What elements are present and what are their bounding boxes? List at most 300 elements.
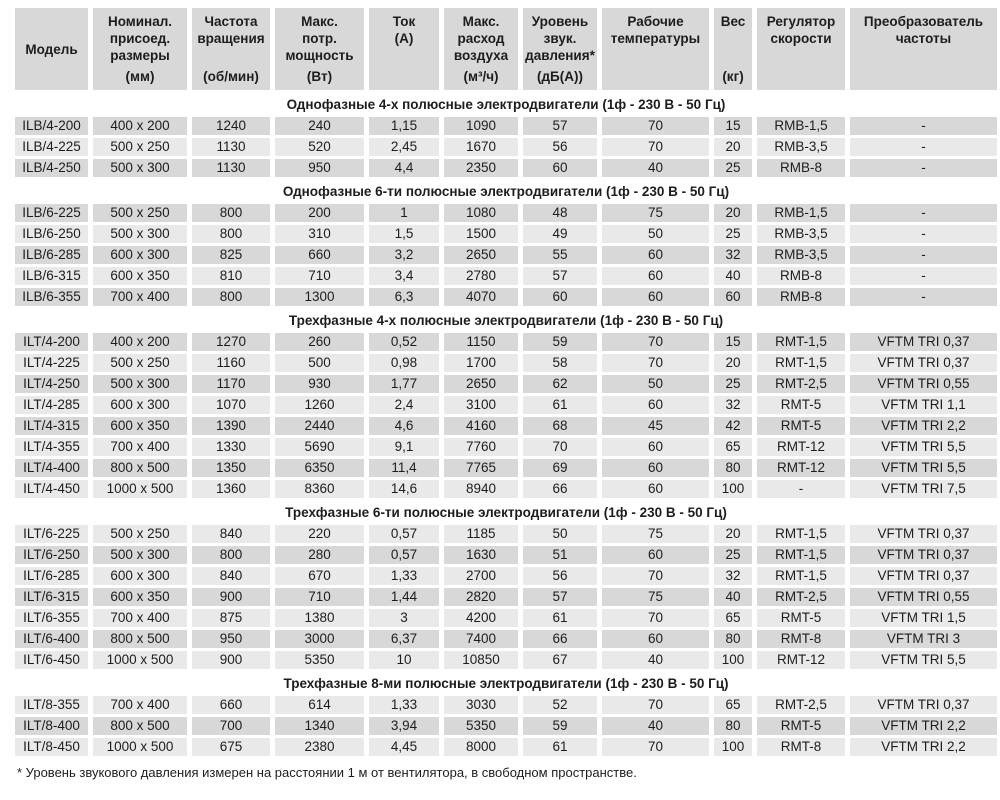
cell-power: 6350 <box>275 459 364 477</box>
cell-model: ILT/6-315 <box>15 588 88 606</box>
cell-speed: 1070 <box>192 396 270 414</box>
column-header-temp <box>602 8 709 90</box>
column-header-line: частоты <box>895 31 952 46</box>
cell-converter: VFTM TRI 2,2 <box>850 738 997 756</box>
cell-model: ILT/6-225 <box>15 525 88 543</box>
cell-power: 5350 <box>275 651 364 669</box>
cell-power: 670 <box>275 567 364 585</box>
cell-current: 0,57 <box>369 525 439 543</box>
cell-speed: 810 <box>192 267 270 285</box>
cell-temp: 70 <box>602 738 709 756</box>
cell-current: 1,15 <box>369 117 439 135</box>
column-header-lines <box>715 13 751 30</box>
cell-speed: 800 <box>192 225 270 243</box>
column-header-line: Регулятор <box>766 14 836 29</box>
cell-converter: - <box>850 288 997 306</box>
cell-weight: 20 <box>714 204 752 222</box>
cell-weight: 25 <box>714 159 752 177</box>
cell-temp: 70 <box>602 138 709 156</box>
cell-regulator: RMT-12 <box>757 651 845 669</box>
cell-power: 930 <box>275 375 364 393</box>
column-header-regulator <box>757 8 845 90</box>
cell-dimensions: 500 x 250 <box>93 204 187 222</box>
cell-speed: 875 <box>192 609 270 627</box>
cell-model: ILB/6-285 <box>15 246 88 264</box>
cell-regulator: RMB-1,5 <box>757 117 845 135</box>
column-header-line: Модель <box>25 41 78 57</box>
cell-weight: 20 <box>714 525 752 543</box>
cell-airflow: 8940 <box>444 480 518 498</box>
cell-current: 4,6 <box>369 417 439 435</box>
cell-sound: 55 <box>523 246 597 264</box>
cell-speed: 1240 <box>192 117 270 135</box>
cell-dimensions: 500 x 250 <box>93 525 187 543</box>
cell-speed: 900 <box>192 588 270 606</box>
cell-dimensions: 800 x 500 <box>93 717 187 735</box>
cell-power: 710 <box>275 588 364 606</box>
cell-model: ILB/4-250 <box>15 159 88 177</box>
cell-model: ILB/6-315 <box>15 267 88 285</box>
column-header-line: (А) <box>394 31 414 46</box>
cell-weight: 100 <box>714 480 752 498</box>
cell-converter: VFTM TRI 0,37 <box>850 546 997 564</box>
cell-sound: 60 <box>523 159 597 177</box>
cell-sound: 56 <box>523 567 597 585</box>
cell-temp: 40 <box>602 159 709 177</box>
cell-converter: - <box>850 138 997 156</box>
cell-converter: - <box>850 117 997 135</box>
cell-airflow: 4160 <box>444 417 518 435</box>
column-header-power <box>275 8 364 90</box>
column-header-converter <box>850 8 997 90</box>
cell-temp: 75 <box>602 204 709 222</box>
cell-dimensions: 700 x 400 <box>93 438 187 456</box>
cell-dimensions: 600 x 300 <box>93 246 187 264</box>
cell-converter: VFTM TRI 0,37 <box>850 567 997 585</box>
cell-current: 6,3 <box>369 288 439 306</box>
cell-dimensions: 400 x 200 <box>93 117 187 135</box>
cell-model: ILT/4-355 <box>15 438 88 456</box>
cell-dimensions: 800 x 500 <box>93 630 187 648</box>
column-header-unit: (Вт) <box>306 69 333 84</box>
cell-model: ILT/8-400 <box>15 717 88 735</box>
column-header-speed <box>192 8 270 90</box>
cell-power: 1300 <box>275 288 364 306</box>
cell-regulator: - <box>757 480 845 498</box>
column-header-line: Ток <box>392 14 416 29</box>
cell-dimensions: 700 x 400 <box>93 288 187 306</box>
cell-current: 1,5 <box>369 225 439 243</box>
cell-weight: 25 <box>714 375 752 393</box>
column-header-unit: (дБ(А)) <box>536 69 583 84</box>
cell-dimensions: 600 x 350 <box>93 417 187 435</box>
cell-current: 10 <box>369 651 439 669</box>
cell-regulator: RMB-1,5 <box>757 204 845 222</box>
cell-current: 4,45 <box>369 738 439 756</box>
cell-temp: 75 <box>602 525 709 543</box>
cell-airflow: 7760 <box>444 438 518 456</box>
cell-airflow: 2650 <box>444 375 518 393</box>
cell-model: ILT/6-400 <box>15 630 88 648</box>
cell-weight: 42 <box>714 417 752 435</box>
column-header-line: воздуха <box>453 48 509 63</box>
cell-weight: 100 <box>714 651 752 669</box>
cell-converter: VFTM TRI 0,37 <box>850 696 997 714</box>
cell-temp: 60 <box>602 396 709 414</box>
column-header-line: размеры <box>110 48 170 63</box>
cell-current: 11,4 <box>369 459 439 477</box>
cell-model: ILT/4-450 <box>15 480 88 498</box>
cell-sound: 51 <box>523 546 597 564</box>
cell-speed: 800 <box>192 546 270 564</box>
cell-airflow: 1185 <box>444 525 518 543</box>
cell-converter: VFTM TRI 1,5 <box>850 609 997 627</box>
cell-converter: VFTM TRI 0,37 <box>850 525 997 543</box>
cell-current: 3,2 <box>369 246 439 264</box>
section-title: Однофазные 4-х полюсные электродвигатели (1ф - 230 В - 50 Гц) <box>15 93 997 114</box>
cell-power: 200 <box>275 204 364 222</box>
cell-dimensions: 600 x 350 <box>93 267 187 285</box>
cell-temp: 75 <box>602 588 709 606</box>
cell-regulator: RMT-8 <box>757 738 845 756</box>
cell-speed: 825 <box>192 246 270 264</box>
cell-speed: 950 <box>192 630 270 648</box>
cell-airflow: 10850 <box>444 651 518 669</box>
column-header-line: Частота <box>204 14 258 29</box>
cell-speed: 1350 <box>192 459 270 477</box>
cell-converter: VFTM TRI 0,37 <box>850 354 997 372</box>
cell-sound: 57 <box>523 117 597 135</box>
column-header-current <box>369 8 439 90</box>
cell-sound: 49 <box>523 225 597 243</box>
cell-airflow: 4070 <box>444 288 518 306</box>
cell-regulator: RMT-2,5 <box>757 696 845 714</box>
column-header-lines <box>193 13 269 47</box>
cell-converter: VFTM TRI 7,5 <box>850 480 997 498</box>
cell-converter: VFTM TRI 0,37 <box>850 333 997 351</box>
cell-current: 1,33 <box>369 567 439 585</box>
cell-model: ILT/6-450 <box>15 651 88 669</box>
cell-dimensions: 500 x 250 <box>93 138 187 156</box>
cell-speed: 700 <box>192 717 270 735</box>
cell-dimensions: 600 x 300 <box>93 396 187 414</box>
cell-temp: 60 <box>602 288 709 306</box>
column-header-lines <box>603 13 708 47</box>
cell-power: 614 <box>275 696 364 714</box>
column-header-line: мощность <box>285 48 354 63</box>
cell-airflow: 2350 <box>444 159 518 177</box>
cell-current: 1,33 <box>369 696 439 714</box>
cell-sound: 59 <box>523 717 597 735</box>
cell-sound: 59 <box>523 333 597 351</box>
column-header-line: Рабочие <box>627 14 684 29</box>
cell-current: 0,57 <box>369 546 439 564</box>
cell-converter: VFTM TRI 5,5 <box>850 459 997 477</box>
cell-converter: VFTM TRI 0,55 <box>850 588 997 606</box>
cell-sound: 52 <box>523 696 597 714</box>
column-header-sound <box>523 8 597 90</box>
cell-airflow: 2650 <box>444 246 518 264</box>
cell-converter: VFTM TRI 1,1 <box>850 396 997 414</box>
cell-regulator: RMT-1,5 <box>757 333 845 351</box>
cell-dimensions: 800 x 500 <box>93 459 187 477</box>
cell-converter: VFTM TRI 5,5 <box>850 438 997 456</box>
cell-current: 3,94 <box>369 717 439 735</box>
cell-airflow: 4200 <box>444 609 518 627</box>
column-header-airflow <box>444 8 518 90</box>
cell-regulator: RMT-8 <box>757 630 845 648</box>
column-header-lines <box>524 13 596 64</box>
cell-power: 3000 <box>275 630 364 648</box>
cell-regulator: RMT-12 <box>757 459 845 477</box>
cell-model: ILT/4-250 <box>15 375 88 393</box>
cell-weight: 65 <box>714 609 752 627</box>
cell-speed: 900 <box>192 651 270 669</box>
cell-airflow: 8000 <box>444 738 518 756</box>
cell-sound: 68 <box>523 417 597 435</box>
cell-airflow: 1080 <box>444 204 518 222</box>
cell-sound: 50 <box>523 525 597 543</box>
cell-speed: 1360 <box>192 480 270 498</box>
footnote: * Уровень звукового давления измерен на расстоянии 1 м от вентилятора, в свободном пространстве. <box>17 765 637 780</box>
cell-dimensions: 1000 x 500 <box>93 651 187 669</box>
column-header-line: температуры <box>610 31 701 46</box>
cell-model: ILB/4-225 <box>15 138 88 156</box>
cell-weight: 40 <box>714 588 752 606</box>
cell-current: 0,98 <box>369 354 439 372</box>
section-title: Однофазные 6-ти полюсные электродвигатели (1ф - 230 В - 50 Гц) <box>15 180 997 201</box>
cell-model: ILT/4-315 <box>15 417 88 435</box>
cell-speed: 1130 <box>192 138 270 156</box>
cell-weight: 65 <box>714 696 752 714</box>
cell-sound: 61 <box>523 396 597 414</box>
column-header-line: вращения <box>197 31 265 46</box>
cell-weight: 25 <box>714 546 752 564</box>
cell-temp: 60 <box>602 246 709 264</box>
cell-weight: 80 <box>714 459 752 477</box>
column-header-line: скорости <box>770 31 832 46</box>
cell-power: 950 <box>275 159 364 177</box>
column-header-unit: (м³/ч) <box>463 69 499 84</box>
cell-sound: 70 <box>523 438 597 456</box>
cell-power: 220 <box>275 525 364 543</box>
cell-model: ILT/4-285 <box>15 396 88 414</box>
cell-airflow: 7400 <box>444 630 518 648</box>
cell-speed: 840 <box>192 525 270 543</box>
cell-sound: 61 <box>523 609 597 627</box>
cell-temp: 70 <box>602 354 709 372</box>
cell-speed: 1270 <box>192 333 270 351</box>
column-header-line: расход <box>457 31 505 46</box>
cell-current: 9,1 <box>369 438 439 456</box>
column-header-lines <box>445 13 517 64</box>
cell-regulator: RMT-1,5 <box>757 354 845 372</box>
cell-sound: 48 <box>523 204 597 222</box>
cell-model: ILB/6-225 <box>15 204 88 222</box>
cell-dimensions: 500 x 250 <box>93 354 187 372</box>
cell-power: 1340 <box>275 717 364 735</box>
cell-speed: 1330 <box>192 438 270 456</box>
cell-weight: 25 <box>714 225 752 243</box>
cell-current: 3 <box>369 609 439 627</box>
cell-current: 2,45 <box>369 138 439 156</box>
cell-dimensions: 700 x 400 <box>93 696 187 714</box>
column-header-lines <box>276 13 363 64</box>
cell-temp: 50 <box>602 375 709 393</box>
cell-dimensions: 500 x 300 <box>93 159 187 177</box>
cell-temp: 60 <box>602 459 709 477</box>
column-header-dimensions <box>93 8 187 90</box>
cell-dimensions: 500 x 300 <box>93 546 187 564</box>
cell-airflow: 7765 <box>444 459 518 477</box>
cell-sound: 57 <box>523 267 597 285</box>
cell-power: 500 <box>275 354 364 372</box>
cell-weight: 20 <box>714 138 752 156</box>
cell-airflow: 1630 <box>444 546 518 564</box>
cell-regulator: RMT-2,5 <box>757 375 845 393</box>
cell-speed: 675 <box>192 738 270 756</box>
cell-speed: 1170 <box>192 375 270 393</box>
cell-temp: 40 <box>602 651 709 669</box>
cell-converter: VFTM TRI 2,2 <box>850 417 997 435</box>
cell-regulator: RMT-2,5 <box>757 588 845 606</box>
column-header-line: Преобразователь <box>863 14 984 29</box>
cell-speed: 840 <box>192 567 270 585</box>
cell-weight: 80 <box>714 630 752 648</box>
cell-weight: 32 <box>714 246 752 264</box>
cell-regulator: RMB-8 <box>757 267 845 285</box>
column-header-lines <box>16 41 87 58</box>
cell-weight: 15 <box>714 117 752 135</box>
cell-regulator: RMT-1,5 <box>757 546 845 564</box>
cell-power: 1260 <box>275 396 364 414</box>
section-title: Трехфазные 6-ти полюсные электродвигатели (1ф - 230 В - 50 Гц) <box>15 501 997 522</box>
cell-speed: 800 <box>192 288 270 306</box>
cell-airflow: 3030 <box>444 696 518 714</box>
cell-weight: 20 <box>714 354 752 372</box>
cell-temp: 70 <box>602 609 709 627</box>
cell-power: 5690 <box>275 438 364 456</box>
cell-dimensions: 1000 x 500 <box>93 480 187 498</box>
cell-dimensions: 500 x 300 <box>93 225 187 243</box>
cell-temp: 70 <box>602 696 709 714</box>
cell-power: 660 <box>275 246 364 264</box>
cell-dimensions: 600 x 350 <box>93 588 187 606</box>
cell-airflow: 3100 <box>444 396 518 414</box>
cell-model: ILT/6-285 <box>15 567 88 585</box>
cell-regulator: RMT-5 <box>757 609 845 627</box>
cell-weight: 80 <box>714 717 752 735</box>
cell-model: ILT/6-250 <box>15 546 88 564</box>
cell-power: 710 <box>275 267 364 285</box>
cell-weight: 65 <box>714 438 752 456</box>
cell-airflow: 2700 <box>444 567 518 585</box>
cell-power: 310 <box>275 225 364 243</box>
cell-model: ILT/8-355 <box>15 696 88 714</box>
cell-regulator: RMB-3,5 <box>757 246 845 264</box>
column-header-line: потр. <box>302 31 337 46</box>
cell-power: 240 <box>275 117 364 135</box>
cell-converter: VFTM TRI 3 <box>850 630 997 648</box>
cell-power: 2440 <box>275 417 364 435</box>
cell-temp: 40 <box>602 717 709 735</box>
cell-current: 14,6 <box>369 480 439 498</box>
cell-power: 8360 <box>275 480 364 498</box>
cell-temp: 70 <box>602 567 709 585</box>
cell-weight: 15 <box>714 333 752 351</box>
cell-temp: 50 <box>602 225 709 243</box>
cell-current: 3,4 <box>369 267 439 285</box>
cell-regulator: RMT-5 <box>757 717 845 735</box>
column-header-weight <box>714 8 752 90</box>
cell-sound: 56 <box>523 138 597 156</box>
cell-converter: VFTM TRI 0,55 <box>850 375 997 393</box>
cell-speed: 1130 <box>192 159 270 177</box>
cell-converter: - <box>850 267 997 285</box>
cell-dimensions: 600 x 300 <box>93 567 187 585</box>
cell-regulator: RMT-12 <box>757 438 845 456</box>
cell-dimensions: 1000 x 500 <box>93 738 187 756</box>
cell-model: ILT/4-225 <box>15 354 88 372</box>
cell-model: ILT/8-450 <box>15 738 88 756</box>
cell-model: ILB/4-200 <box>15 117 88 135</box>
cell-current: 4,4 <box>369 159 439 177</box>
cell-regulator: RMT-5 <box>757 417 845 435</box>
cell-temp: 60 <box>602 546 709 564</box>
column-header-line: давления* <box>525 48 595 63</box>
section-title: Трехфазные 4-х полюсные электродвигатели (1ф - 230 В - 50 Гц) <box>15 309 997 330</box>
cell-airflow: 1090 <box>444 117 518 135</box>
cell-airflow: 2820 <box>444 588 518 606</box>
column-header-line: Макс. <box>462 14 500 29</box>
cell-weight: 32 <box>714 567 752 585</box>
cell-airflow: 1670 <box>444 138 518 156</box>
cell-temp: 60 <box>602 267 709 285</box>
column-header-lines <box>370 13 438 47</box>
cell-current: 1 <box>369 204 439 222</box>
cell-temp: 70 <box>602 333 709 351</box>
column-header-line: Макс. <box>301 14 338 29</box>
cell-converter: - <box>850 246 997 264</box>
cell-power: 260 <box>275 333 364 351</box>
cell-weight: 100 <box>714 738 752 756</box>
cell-airflow: 1500 <box>444 225 518 243</box>
column-header-lines <box>758 13 844 47</box>
cell-regulator: RMT-5 <box>757 396 845 414</box>
cell-model: ILB/6-250 <box>15 225 88 243</box>
cell-converter: VFTM TRI 5,5 <box>850 651 997 669</box>
cell-power: 280 <box>275 546 364 564</box>
fan-spec-table <box>15 8 990 756</box>
cell-converter: - <box>850 204 997 222</box>
cell-sound: 67 <box>523 651 597 669</box>
cell-sound: 69 <box>523 459 597 477</box>
cell-dimensions: 700 x 400 <box>93 609 187 627</box>
column-header-line: присоед. <box>109 31 171 46</box>
section-title: Трехфазные 8-ми полюсные электродвигатели (1ф - 230 В - 50 Гц) <box>15 672 997 693</box>
cell-weight: 60 <box>714 288 752 306</box>
cell-power: 520 <box>275 138 364 156</box>
cell-airflow: 2780 <box>444 267 518 285</box>
cell-regulator: RMB-8 <box>757 159 845 177</box>
cell-regulator: RMB-8 <box>757 288 845 306</box>
cell-weight: 40 <box>714 267 752 285</box>
cell-sound: 58 <box>523 354 597 372</box>
cell-converter: - <box>850 225 997 243</box>
cell-regulator: RMB-3,5 <box>757 138 845 156</box>
cell-speed: 1390 <box>192 417 270 435</box>
cell-model: ILT/4-200 <box>15 333 88 351</box>
